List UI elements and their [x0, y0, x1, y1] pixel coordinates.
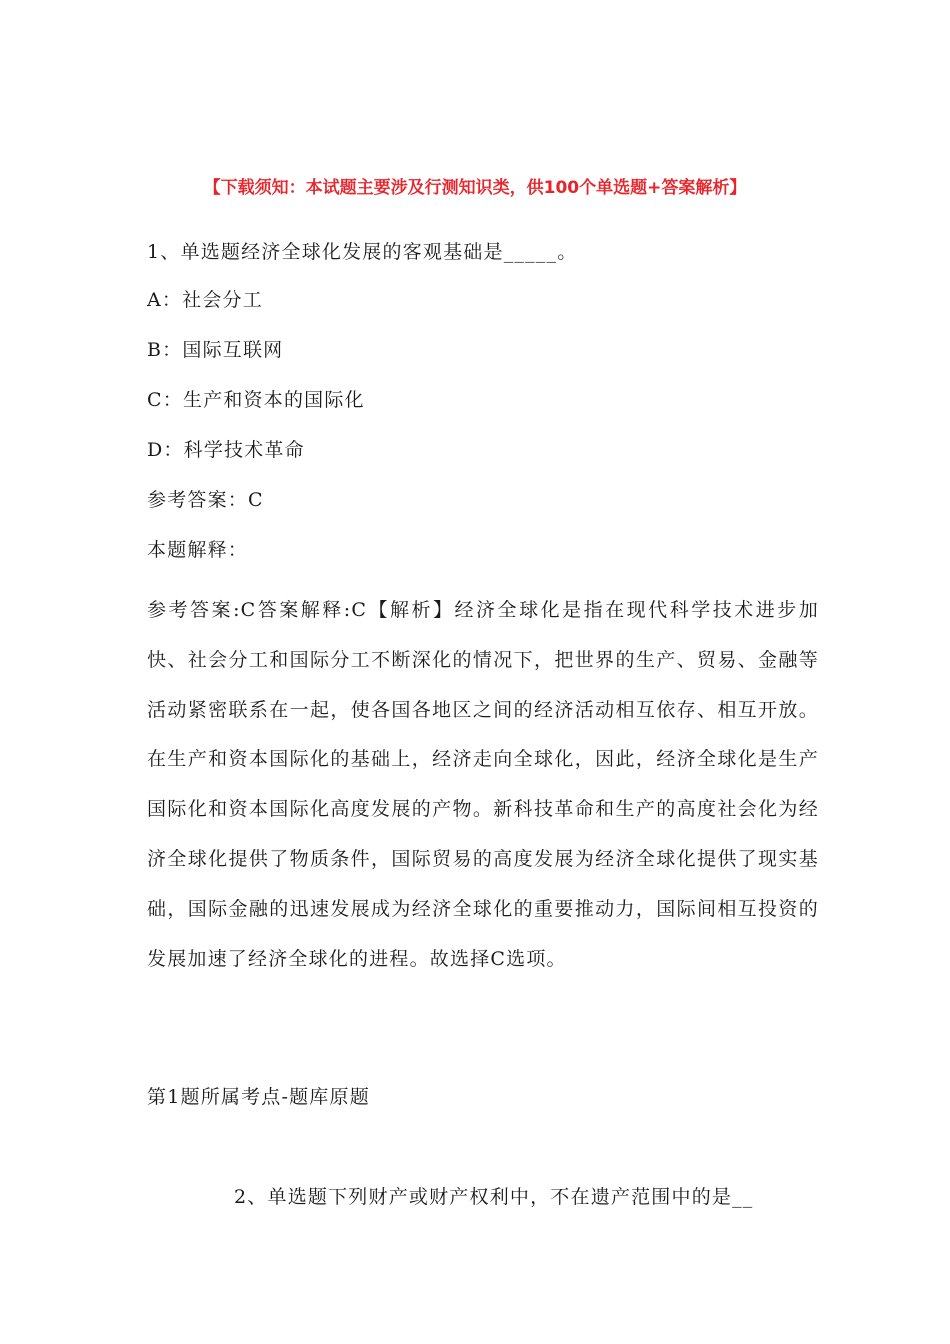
question-1-option-c: C：生产和资本的国际化	[147, 389, 365, 411]
question-1-stem: 1、单选题经济全球化发展的客观基础是_____。	[147, 241, 578, 263]
download-notice: 【下载须知：本试题主要涉及行测知识类，供100个单选题+答案解析】	[203, 178, 747, 198]
question-1-option-d: D：科学技术革命	[147, 439, 305, 461]
question-1-option-b: B：国际互联网	[147, 339, 284, 361]
question-1-option-a: A：社会分工	[147, 289, 263, 311]
question-1-exam-point: 第1题所属考点-题库原题	[147, 1086, 370, 1108]
question-1-explanation: 参考答案:C答案解释:C【解析】经济全球化是指在现代科学技术进步加快、社会分工和国际分工不断深化的情况下，把世界的生产、贸易、金融等活动紧密联系在一起，使各国各地区之间的经济活动相互依存、相互开放。在生产和资本国际化的基础上，经济走向全球化，因此，经济全球化是生产国际化和资本国际化高度发展的产物。新科技革命和生产的高度社会化为经济全球化提供了物质条件，国际贸易的高度发展为经济全球化提供了现实基础，国际金融的迅速发展成为经济全球化的重要推动力，国际间相互投资的发展加速了经济全球化的进程。故选择C选项。	[147, 599, 819, 970]
question-1-explanation-label: 本题解释：	[147, 539, 249, 561]
question-1-answer: 参考答案：C	[147, 489, 264, 511]
question-2-stem: 2、单选题下列财产或财产权利中，不在遗产范围中的是__	[234, 1186, 754, 1208]
